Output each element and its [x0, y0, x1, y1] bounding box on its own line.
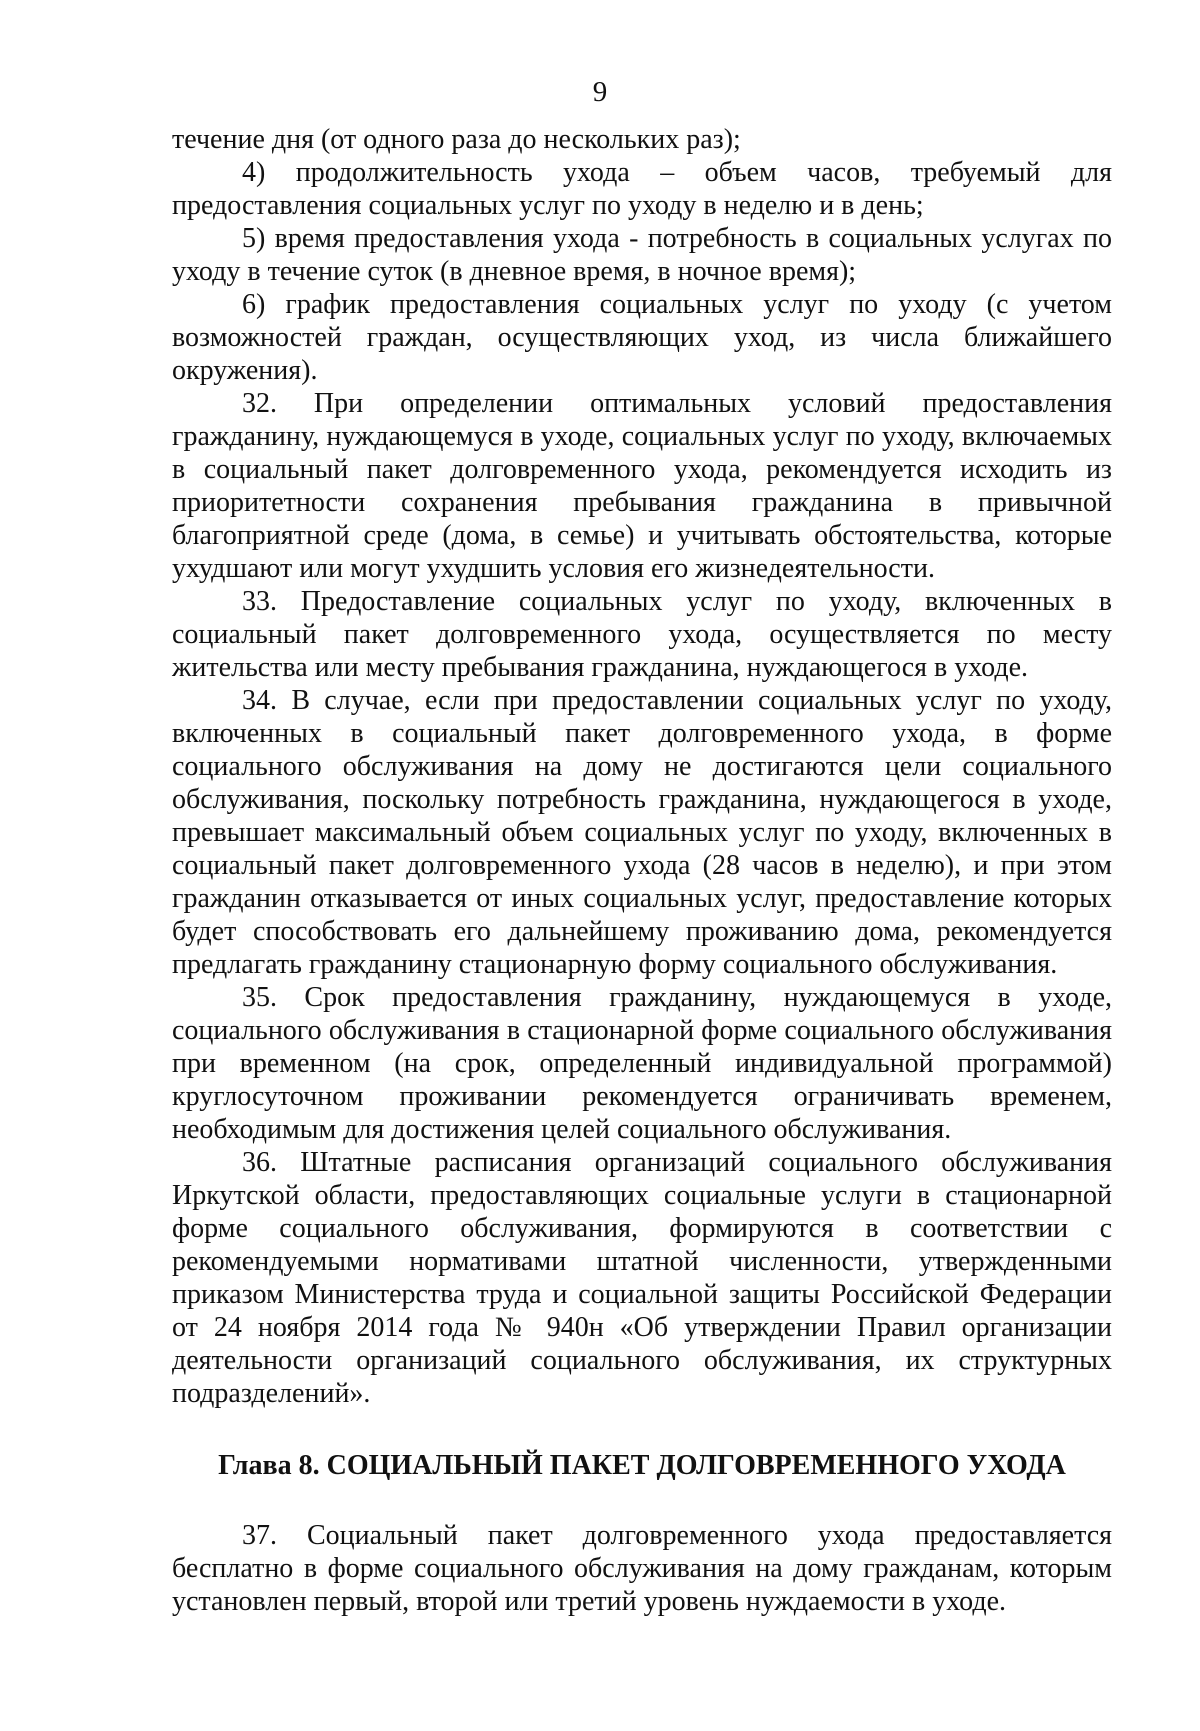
paragraph-33: 33. Предоставление социальных услуг по уходу, включенных в социальный пакет долговременного ухода, осуществляется по месту жительства или месту пребывания гражданина, нуждающегося в уходе.: [172, 586, 1112, 683]
document-body: [172, 123, 1112, 1618]
page-number: 9: [592, 76, 608, 108]
paragraph-item-6: 6) график предоставления социальных услуг по уходу (с учетом возможностей граждан, осуществляющих уход, из числа ближайшего окружения).: [172, 289, 1112, 386]
paragraph-item-5: 5) время предоставления ухода - потребность в социальных услугах по уходу в течение суток (в дневное время, в ночное время);: [172, 223, 1112, 287]
paragraph-37: 37. Социальный пакет долговременного ухода предоставляется бесплатно в форме социального обслуживания на дому гражданам, которым установлен первый, второй или третий уровень нуждаемости в уходе.: [172, 1520, 1112, 1617]
paragraph-32: 32. При определении оптимальных условий предоставления гражданину, нуждающемуся в уходе, социальных услуг по уходу, включаемых в социальный пакет долговременного ухода, рекомендуется исходить из приоритетности сохранения пребывания гражданина в привычной благоприятной среде (дома, в семье) и учитывать обстоятельства, которые ухудшают или могут ухудшить условия его жизнедеятельности.: [172, 388, 1112, 584]
paragraph-continuation: течение дня (от одного раза до нескольких раз);: [172, 124, 741, 155]
paragraph-34: 34. В случае, если при предоставлении социальных услуг по уходу, включенных в социальный пакет долговременного ухода, в форме социального обслуживания на дому не достигаются цели социального обслуживания, поскольку потребность гражданина, нуждающегося в уходе, превышает максимальный объем социальных услуг по уходу, включенных в социальный пакет долговременного ухода (28 часов в неделю), и при этом гражданин отказывается от иных социальных услуг, предоставление которых будет способствовать его дальнейшему проживанию дома, рекомендуется предлагать гражданину стационарную форму социального обслуживания.: [172, 685, 1112, 980]
paragraph-item-4: 4) продолжительность ухода – объем часов, требуемый для предоставления социальных услуг по уходу в неделю и в день;: [172, 157, 1112, 221]
chapter-title: Глава 8. СОЦИАЛЬНЫЙ ПАКЕТ ДОЛГОВРЕМЕННОГО УХОДА: [218, 1450, 1066, 1481]
paragraph-35: 35. Срок предоставления гражданину, нуждающемуся в уходе, социального обслуживания в стационарной форме социального обслуживания при временном (на срок, определенный индивидуальной программой) круглосуточном проживании рекомендуется ограничивать временем, необходимым для достижения целей социального обслуживания.: [172, 982, 1112, 1145]
paragraph-36: 36. Штатные расписания организаций социального обслуживания Иркутской области, предоставляющих социальные услуги в стационарной форме социального обслуживания, формируются в соответствии с рекомендуемыми нормативами штатной численности, утвержденными приказом Министерства труда и социальной защиты Российской Федерации от 24 ноября 2014 года № 940н «Об утверждении Правил организации деятельности организаций социального обслуживания, их структурных подразделений».: [172, 1147, 1112, 1409]
